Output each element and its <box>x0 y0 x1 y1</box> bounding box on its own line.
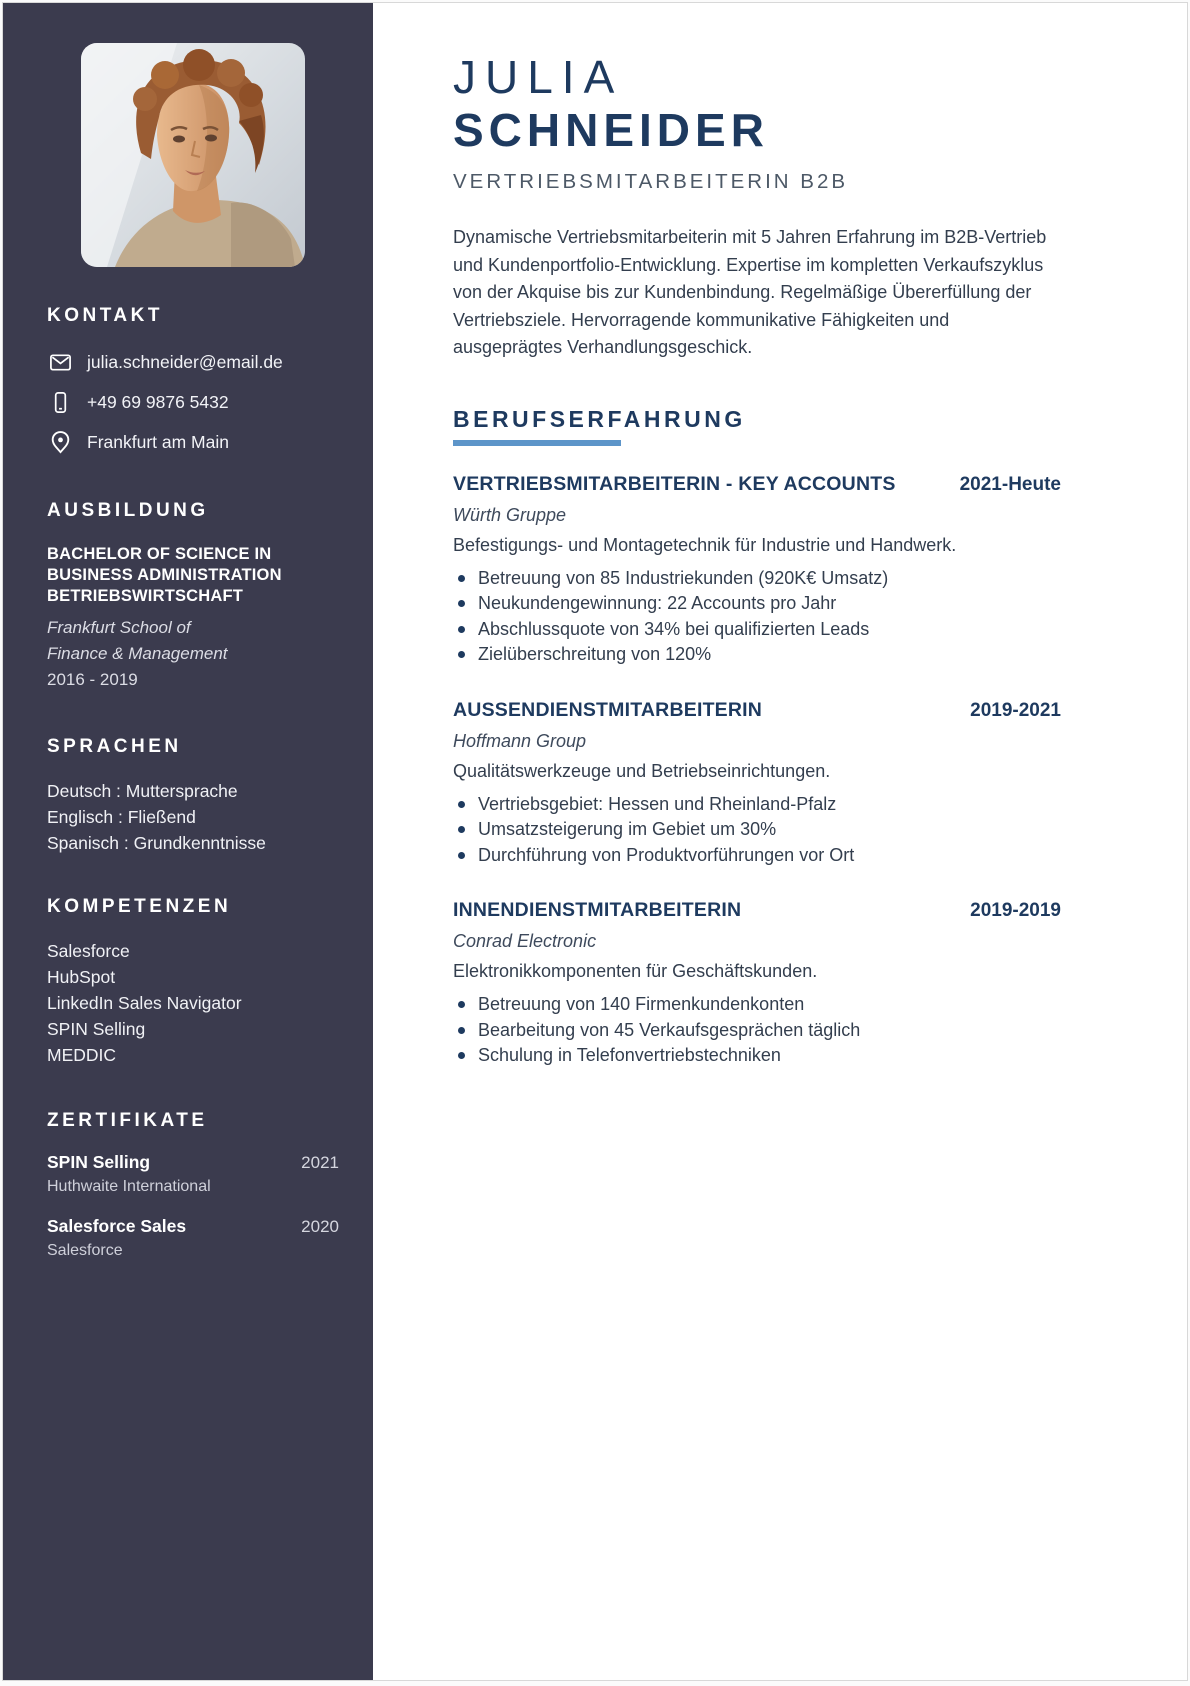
job-bullet-text: Zielüberschreitung von 120% <box>478 644 712 664</box>
contact-location-row <box>47 429 339 456</box>
job-bullet <box>453 617 1061 643</box>
certificates-heading: ZERTIFIKATE <box>47 1110 208 1131</box>
skill-item: Salesforce <box>47 941 130 961</box>
bullet-dot-icon <box>458 801 465 808</box>
bullet-dot-icon <box>458 1001 465 1008</box>
profile-summary: Dynamische Vertriebsmitarbeiterin mit 5 Jahren Erfahrung im B2B-Vertrieb und Kundenportfolio-Entwicklung. Expertise im kompletten Verkaufszyklus von der Akquise bis zur Kundenbindung. Regelmäßige Übererfüllung der Vertriebsziele. Hervorragende kommunikative Fähigkeiten und ausgeprägtes Verhandlungsgeschick. <box>453 227 1047 357</box>
job-description: Befestigungs- und Montagetechnik für Industrie und Handwerk. <box>453 534 957 555</box>
education-school-line1: Frankfurt School of <box>47 618 191 637</box>
bullet-dot-icon <box>458 651 465 658</box>
job-bullet-text: Umsatzsteigerung im Gebiet um 30% <box>478 819 777 839</box>
job-bullet <box>453 591 1061 617</box>
bullet-dot-icon <box>458 1027 465 1034</box>
certificate-year: 2021 <box>301 1153 339 1172</box>
certificate-issuer: Huthwaite International <box>47 1178 211 1195</box>
job-entry <box>453 899 1061 1069</box>
job-title: AUSSENDIENSTMITARBEITERIN <box>453 698 763 721</box>
bullet-dot-icon <box>458 826 465 833</box>
job-bullet <box>453 1043 1061 1069</box>
contact-phone-row <box>47 389 339 416</box>
job-bullet <box>453 642 1061 668</box>
main-content <box>373 3 1187 1680</box>
education-section <box>47 500 339 690</box>
sidebar <box>3 3 373 1680</box>
certificate-name: SPIN Selling <box>47 1152 151 1172</box>
job-bullet-text: Schulung in Telefonvertriebstechniken <box>478 1045 781 1065</box>
job-dates: 2021-Heute <box>959 473 1061 495</box>
skill-item: HubSpot <box>47 967 116 987</box>
location-icon <box>47 429 74 456</box>
job-role-subtitle: VERTRIEBSMITARBEITERIN B2B <box>453 170 849 193</box>
language-item: Spanisch : Grundkenntnisse <box>47 833 266 853</box>
experience-heading-block <box>453 406 1061 446</box>
heading-accent-bar <box>453 440 621 446</box>
profile-photo <box>81 43 305 267</box>
bullet-dot-icon <box>458 575 465 582</box>
last-name: SCHNEIDER <box>453 104 769 156</box>
education-school <box>47 615 247 667</box>
job-bullet-text: Betreuung von 85 Industriekunden (920K€ Umsatz) <box>478 567 889 588</box>
phone-icon <box>47 389 74 416</box>
skill-item: MEDDIC <box>47 1045 117 1065</box>
job-company: Würth Gruppe <box>453 504 567 525</box>
experience-heading: BERUFSERFAHRUNG <box>453 405 746 432</box>
person-name <box>453 51 1061 157</box>
skills-heading: KOMPETENZEN <box>47 896 232 917</box>
bullet-dot-icon <box>458 852 465 859</box>
job-bullet-text: Vertriebsgebiet: Hessen und Rheinland-Pfalz <box>478 793 837 814</box>
job-bullet-text: Durchführung von Produktvorführungen vor Ort <box>478 844 855 865</box>
resume-page <box>2 2 1188 1681</box>
skill-item: LinkedIn Sales Navigator <box>47 993 242 1013</box>
education-degree: BACHELOR OF SCIENCE IN BUSINESS ADMINISTRATION BETRIEBSWIRTSCHAFT <box>47 545 282 605</box>
first-name: JULIA <box>453 51 624 103</box>
languages-heading: SPRACHEN <box>47 736 182 757</box>
languages-section <box>47 736 339 856</box>
job-title: INNENDIENSTMITARBEITERIN <box>453 899 742 921</box>
profile-photo-illustration <box>81 43 305 267</box>
job-bullet-text: Abschlussquote von 34% bei qualifizierten Leads <box>478 618 870 639</box>
job-bullet <box>453 992 1061 1018</box>
contact-email: julia.schneider@email.de <box>87 352 283 372</box>
skill-item: SPIN Selling <box>47 1019 146 1039</box>
job-entry <box>453 473 1061 668</box>
bullet-dot-icon <box>458 600 465 607</box>
contact-phone: +49 69 9876 5432 <box>87 392 229 412</box>
education-years: 2016 - 2019 <box>47 670 138 689</box>
language-item: Englisch : Fließend <box>47 807 196 827</box>
certificate-name: Salesforce Sales <box>47 1216 187 1236</box>
certificate-item <box>47 1152 339 1196</box>
education-heading: AUSBILDUNG <box>47 500 209 521</box>
job-dates: 2019-2021 <box>970 699 1061 721</box>
job-bullet-text: Betreuung von 140 Firmenkundenkonten <box>478 994 805 1014</box>
language-item: Deutsch : Muttersprache <box>47 781 238 801</box>
contact-email-row <box>47 349 339 376</box>
job-description: Elektronikkomponenten für Geschäftskunden. <box>453 961 818 981</box>
job-bullet <box>453 566 1061 592</box>
job-description: Qualitätswerkzeuge und Betriebseinrichtungen. <box>453 760 831 781</box>
certificate-item <box>47 1216 339 1260</box>
certificates-section <box>47 1110 339 1260</box>
contact-heading: KONTAKT <box>47 305 163 326</box>
education-school-line2: Finance & Management <box>47 644 228 663</box>
job-company: Hoffmann Group <box>453 730 587 751</box>
job-bullet-text: Bearbeitung von 45 Verkaufsgesprächen täglich <box>478 1019 861 1040</box>
email-icon <box>47 349 74 376</box>
job-dates: 2019-2019 <box>970 900 1061 921</box>
job-title: VERTRIEBSMITARBEITERIN - KEY ACCOUNTS <box>453 472 896 495</box>
job-bullet-text: Neukundengewinnung: 22 Accounts pro Jahr <box>478 593 837 613</box>
job-company: Conrad Electronic <box>453 931 597 951</box>
contact-location: Frankfurt am Main <box>87 432 229 452</box>
skills-section <box>47 896 339 1068</box>
bullet-dot-icon <box>458 1052 465 1059</box>
bullet-dot-icon <box>458 626 465 633</box>
job-bullet <box>453 843 1061 869</box>
job-bullet <box>453 792 1061 818</box>
job-bullet <box>453 817 1061 843</box>
job-bullet <box>453 1018 1061 1044</box>
contact-section <box>47 305 339 456</box>
job-entry <box>453 699 1061 869</box>
certificate-year: 2020 <box>301 1217 339 1236</box>
certificate-issuer: Salesforce <box>47 1242 123 1259</box>
